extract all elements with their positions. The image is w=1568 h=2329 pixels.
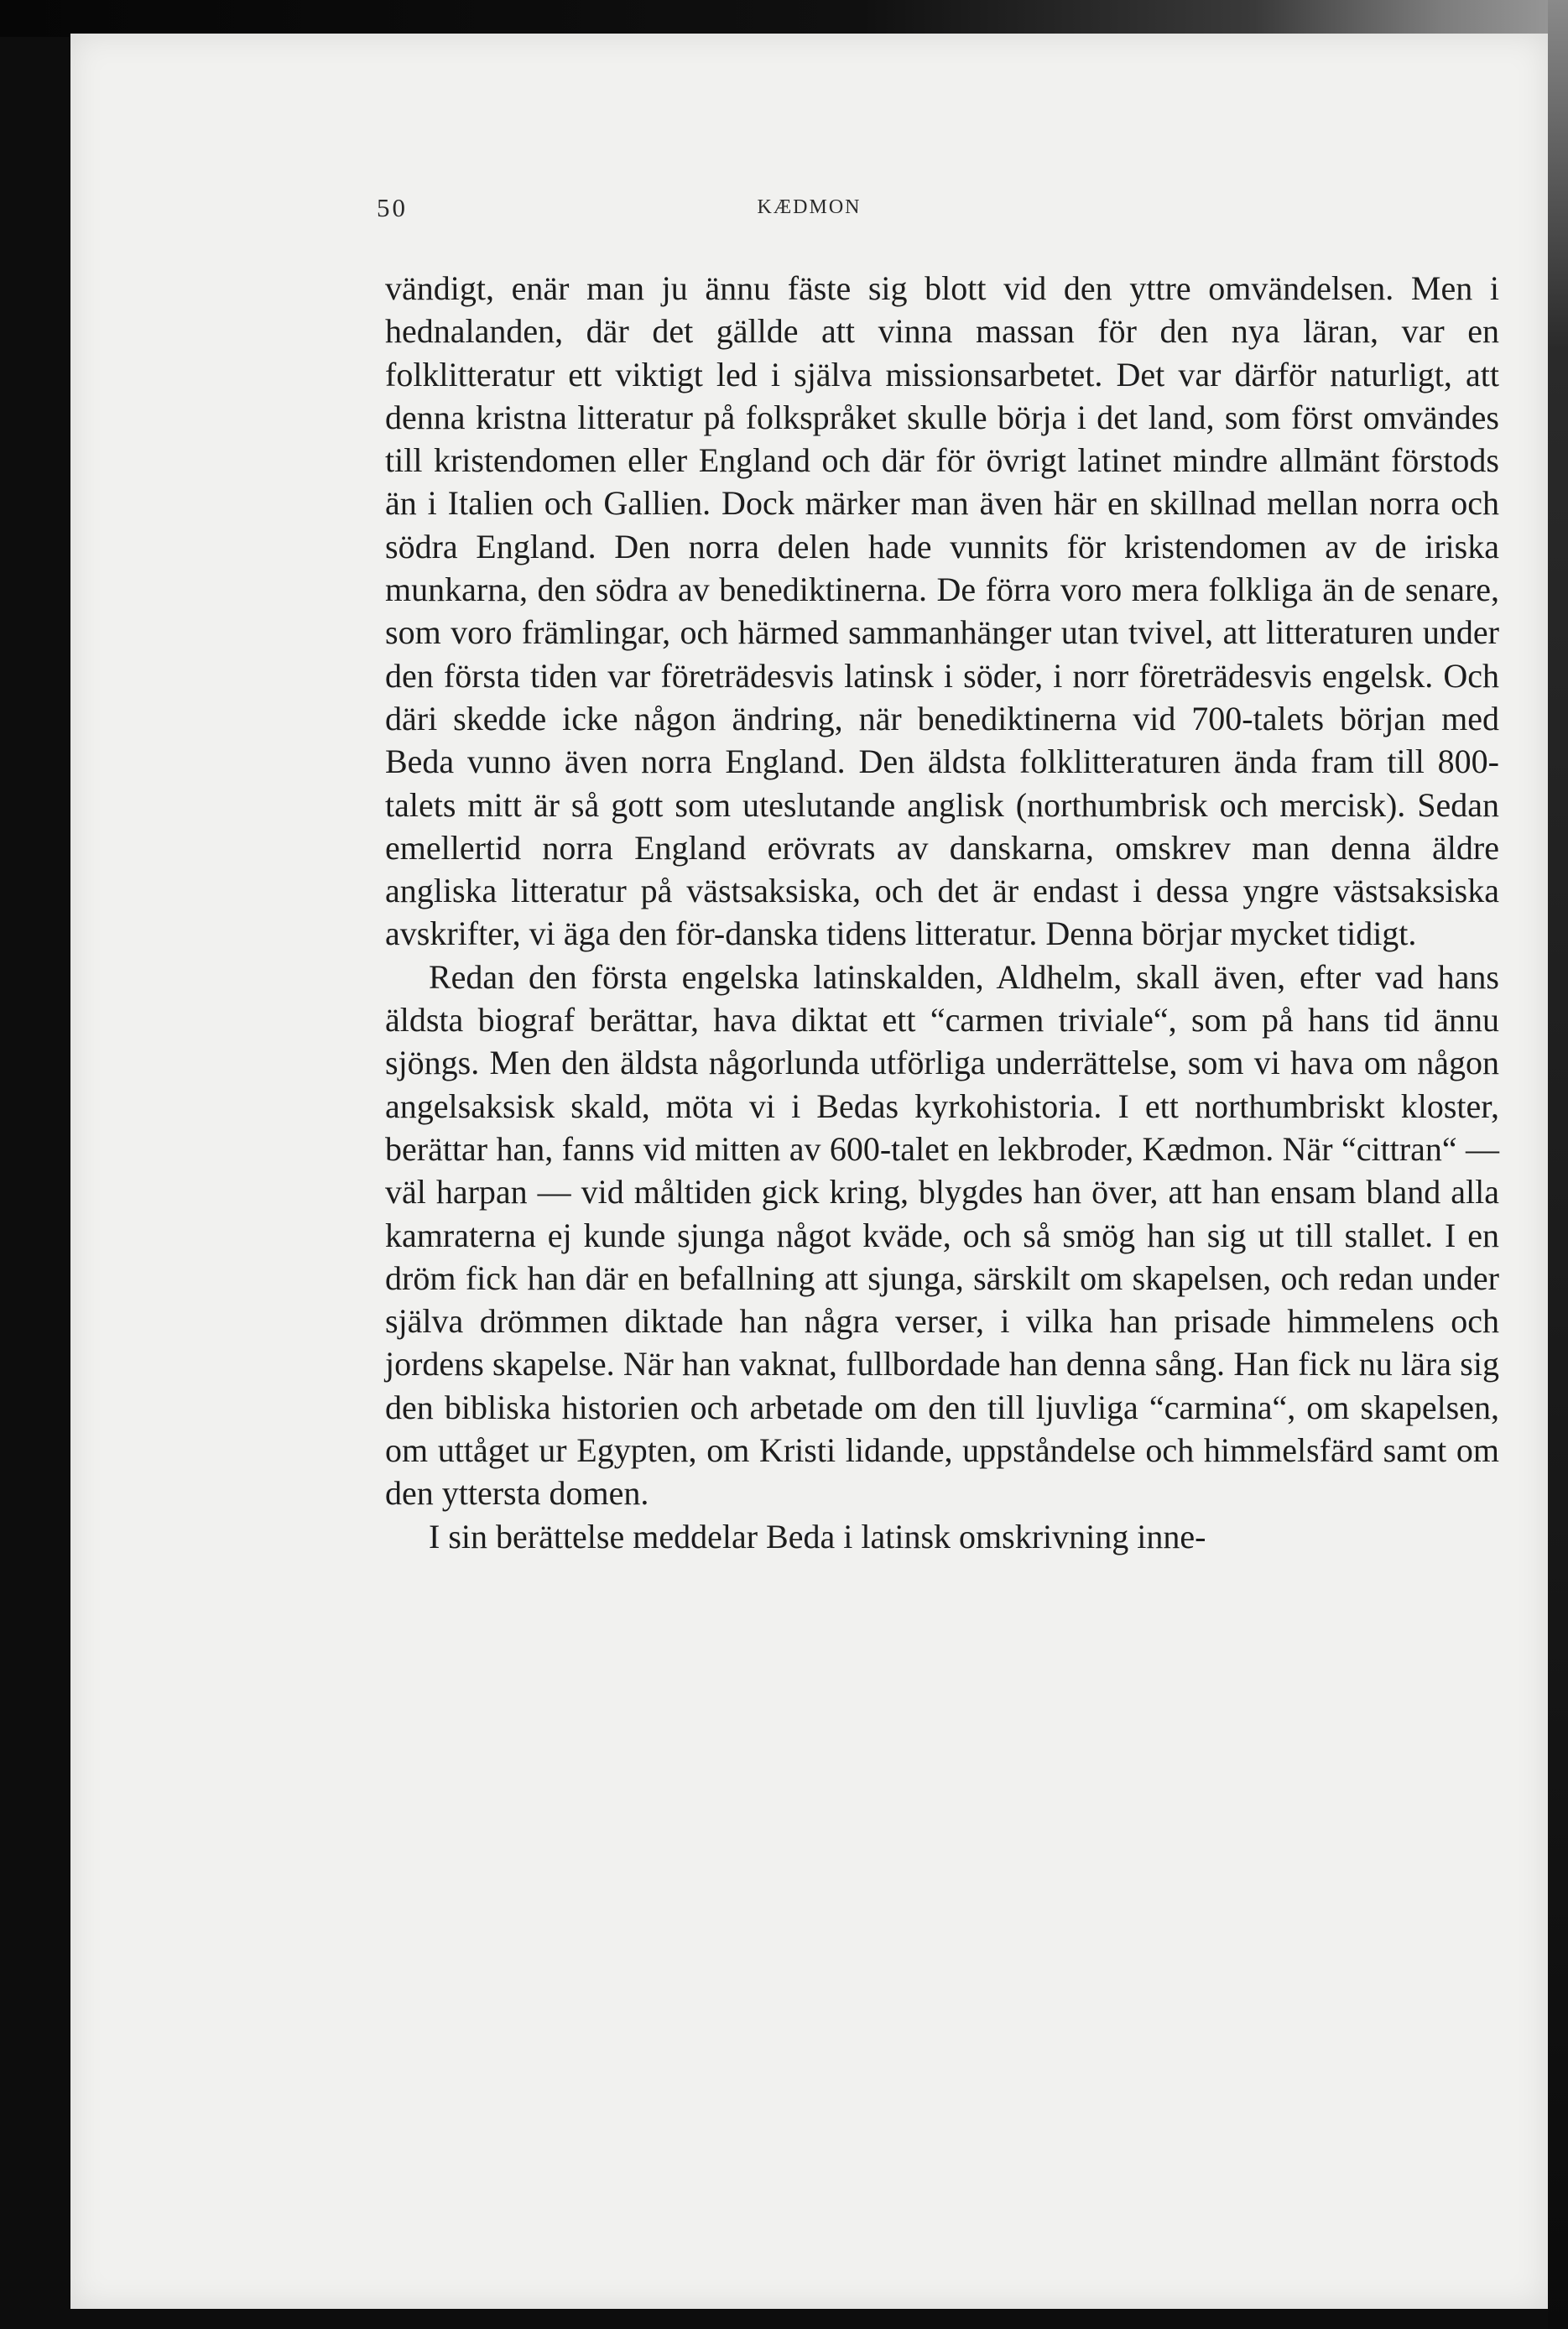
paragraph-1: vändigt, enär man ju ännu fäste sig blott vid den yttre omvändelsen. Men i hednalanden, där det gällde att vinna massan för den nya läran, var en folklitteratur ett viktigt led i själva missionsarbetet. Det var därför naturligt, att denna kristna litteratur på folkspråket skulle börja i det land, som först omvändes till kristendomen eller England och där för övrigt latinet mindre allmänt förstods än i Italien och Gallien. Dock märker man även här en skillnad mellan norra och södra England. Den norra delen hade vunnits för kristendomen av de iriska munkarna, den södra av benediktinerna. De förra voro mera folkliga än de senare, som voro främlingar, och härmed sammanhänger utan tvivel, att litteraturen under den första tiden var företrädesvis latinsk i söder, i norr företrädesvis engelsk. Och däri skedde icke någon ändring, när benediktinerna vid 700-talets början med Beda vunno även norra England. Den äldsta folklitteraturen ända fram till 800-talets mitt är så gott som uteslutande anglisk (northumbrisk och mercisk). Sedan emellertid norra England erövrats av danskarna, omskrev man denna äldre angliska litteratur på västsaksiska, och det är endast i dessa yngre västsaksiska avskrifter, vi äga den för-danska tidens litteratur. Denna börjar mycket tidigt. xyxy=(385,269,1499,953)
page-number: 50 xyxy=(377,193,408,222)
paragraph-2: Redan den första engelska latinskalden, Aldhelm, skall även, efter vad hans äldsta biograf berättar, hava diktat ett “carmen triviale“, som på hans tid ännu sjöngs. Men den äldsta någorlunda utförliga underrättelse, som vi hava om någon angelsaksisk skald, möta vi i Bedas kyrkohistoria. I ett northumbriskt kloster, berättar han, fanns vid mitten av 600-talet en lekbroder, Kædmon. När “cittran“ — väl harpan — vid måltiden gick kring, blygdes han över, att han ensam bland alla kamraterna ej kunde sjunga något kväde, och så smög han sig ut till stallet. I en dröm fick han där en befallning att sjunga, särskilt om skapelsen, och redan under själva drömmen diktade han några verser, i vilka han prisade himmelens och jordens skapelse. När han vaknat, fullbordade han denna sång. Han fick nu lära sig den bibliska historien och arbetade om den till ljuvliga “carmina“, om skapelsen, om uttåget ur Egypten, om Kristi lidande, uppståndelse och himmelsfärd samt om den yttersta domen. xyxy=(385,957,1499,1513)
page-header xyxy=(70,193,1548,230)
running-head: KÆDMON xyxy=(757,196,862,218)
paragraph-3: I sin berättelse meddelar Beda i latinsk omskrivning inne- xyxy=(429,1517,1206,1555)
scan-border-top xyxy=(0,0,1568,37)
book-page xyxy=(70,34,1548,2309)
body-text xyxy=(385,267,1499,1558)
scan-border-right xyxy=(1548,0,1568,2329)
